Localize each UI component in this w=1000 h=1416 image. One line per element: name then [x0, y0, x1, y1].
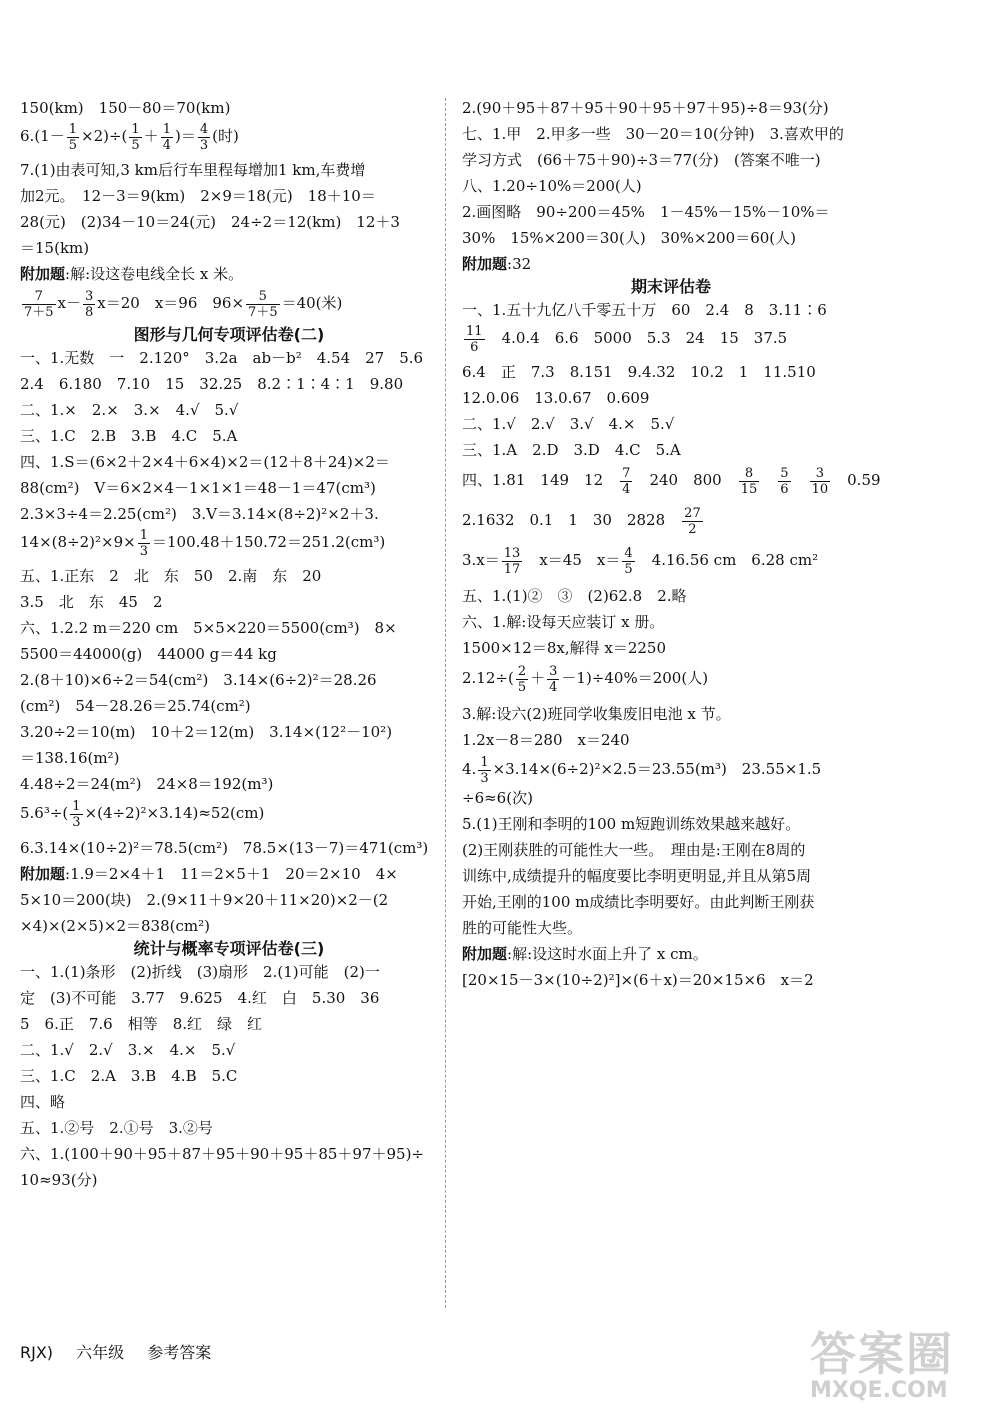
answer-line: 六、1.2.2 m＝220 cm 5×5×220＝5500(cm³) 8× — [20, 619, 397, 637]
answer-line: (2)王刚获胜的可能性大一些。 理由是:王刚在8周的 — [462, 841, 806, 859]
answer-line: 7.(1)由表可知,3 km后行车里程每增加1 km,车费增 — [20, 161, 366, 179]
answer-line: 训练中,成绩提升的幅度要比李明更明显,并且从第5周 — [462, 867, 812, 885]
fraction: $\frac{8}{15}$ — [740, 465, 758, 497]
bonus-line: 附加题:32 — [462, 255, 532, 273]
answer-line: 二、1.√ 2.√ 3.× 4.× 5.√ — [20, 1041, 236, 1059]
answer-line: 6.3.14×(10÷2)²＝78.5(cm²) 78.5×(13－7)＝471(cm³) — [20, 839, 429, 857]
fraction: $\frac{7}{4}$ — [622, 465, 631, 497]
answer-line-fraction: 2.1632 0.1 1 30 2828 $\frac{27}{2}$ — [462, 505, 701, 537]
answer-line: 四、略 — [20, 1093, 66, 1111]
section-heading: 期末评估卷 — [630, 277, 711, 296]
answer-line: 二、1.√ 2.√ 3.√ 4.× 5.√ — [462, 415, 675, 433]
left-column — [20, 98, 438, 1190]
answer-line: ×4)×(2×5)×2＝838(cm²) — [20, 917, 210, 935]
answer-line: 加2元。 12－3＝9(km) 2×9＝18(元) 18＋10＝ — [20, 187, 376, 205]
answer-line: 定 (3)不可能 3.77 9.625 4.红 白 5.30 36 — [20, 989, 380, 1007]
answer-line: 一、1.(1)条形 (2)折线 (3)扇形 2.(1)可能 (2)一 — [20, 963, 380, 981]
answer-line: 二、1.× 2.× 3.× 4.√ 5.√ — [20, 401, 239, 419]
answer-line: 28(元) (2)34－10＝24(元) 24÷2＝12(km) 12＋3 — [20, 213, 400, 231]
answer-line: 1.2x－8＝280 x＝240 — [462, 731, 630, 749]
answer-line: ＝138.16(m²) — [20, 749, 120, 767]
answer-line: 学习方式 (66＋75＋90)÷3＝77(分) (答案不唯一) — [462, 151, 821, 169]
answer-line-fraction: 3.x＝ $\frac{13}{17}$ x＝45 x＝ $\frac{4}{5}$ 4.16.56 cm 6.28 cm² — [462, 545, 819, 577]
bonus-line: 附加题:解:设这卷电线全长 x 米。 — [20, 265, 244, 283]
answer-line: 5 6.正 7.6 相等 8.红 绿 红 — [20, 1015, 263, 1033]
answer-line: 三、1.C 2.A 3.B 4.B 5.C — [20, 1067, 238, 1085]
answer-line: [20×15－3×(10÷2)²]×(6＋x)＝20×15×6 x＝2 — [462, 971, 814, 989]
answer-line: 12.0.06 13.0.67 0.609 — [462, 389, 650, 407]
bonus-line: 附加题:1.9＝2×4＋1 11＝2×5＋1 20＝2×10 4× — [20, 865, 398, 883]
answer-line: 2.4 6.180 7.10 15 32.25 8.2∶1∶4∶1 9.80 — [20, 375, 404, 393]
fraction: $\frac{1}{3}$ — [480, 754, 489, 786]
answer-line-fraction: 5.6³÷( $\frac{1}{3}$ ×(4÷2)²×3.14)≈52(cm) — [20, 798, 265, 830]
answer-line: 5.(1)王刚和李明的100 m短跑训练效果越来越好。 — [462, 815, 801, 833]
answer-line: 2.画图略 90÷200＝45% 1－45%－15%－10%＝ — [462, 203, 830, 221]
answer-line: 五、1.(1)② ③ (2)62.8 2.略 — [462, 587, 687, 605]
answer-key-label: 参考答案 — [147, 1343, 212, 1362]
fraction: $\frac{4}{3}$ — [199, 121, 209, 153]
right-column — [462, 98, 880, 990]
fraction: $\frac{13}{17}$ — [503, 545, 521, 577]
answer-line: 四、1.S＝(6×2＋2×4＋6×4)×2＝(12＋8＋24)×2＝ — [20, 453, 390, 471]
fraction: $\frac{3}{10}$ — [811, 465, 829, 497]
fraction: $\frac{3}{8}$ — [85, 288, 94, 320]
answer-line-fraction: 14×(8÷2)²×9× $\frac{1}{3}$ ＝100.48＋150.72＝251.2(cm³) — [20, 527, 386, 559]
fraction: $\frac{11}{6}$ — [466, 323, 483, 355]
answer-line: 三、1.C 2.B 3.B 4.C 5.A — [20, 427, 238, 445]
answer-line: 3.解:设六(2)班同学收集废旧电池 x 节。 — [462, 705, 731, 723]
column-divider — [445, 98, 446, 1308]
answer-line: 一、1.无数 一 2.120° 3.2a ab－b² 4.54 27 5.6 — [20, 349, 424, 367]
answer-line: 6.4 正 7.3 8.151 9.4.32 10.2 1 11.510 — [462, 363, 816, 381]
watermark-logo — [810, 1318, 985, 1410]
answer-line: 150(km) 150－80＝70(km) — [20, 99, 231, 117]
watermark-url: MXQE.COM — [810, 1378, 948, 1403]
answer-line: 七、1.甲 2.甲多一些 30－20＝10(分钟) 3.喜欢甲的 — [462, 125, 844, 143]
answer-line-fraction: $\frac{7}{7+5}$ x－ $\frac{3}{8}$ x＝20 x＝96 96× $\frac{5}{7+5}$ ＝40(米) — [24, 288, 343, 320]
answer-line: 开始,王刚的100 m成绩比李明要好。由此判断王刚获 — [462, 893, 815, 911]
answer-line-fraction: 四、1.81 149 12 $\frac{7}{4}$ 240 800 $\frac{8}{15}$ $\frac{5}{6}$ $\frac{3}{10}$ 0.59 — [462, 465, 881, 497]
fraction: $\frac{4}{5}$ — [624, 545, 633, 577]
edition-code: RJX) — [20, 1343, 54, 1362]
answer-line: 六、1.解:设每天应装订 x 册。 — [462, 613, 665, 631]
answer-line: 2.(8＋10)×6÷2＝54(cm²) 3.14×(6÷2)²＝28.26 — [20, 671, 377, 689]
answer-line: 30% 15%×200＝30(人) 30%×200＝60(人) — [462, 229, 796, 247]
answer-line: 3.20÷2＝10(m) 10＋2＝12(m) 3.14×(12²－10²) — [20, 723, 393, 741]
section-heading: 图形与几何专项评估卷(二) — [133, 325, 325, 344]
watermark-logo-text: 答案圈 — [810, 1327, 954, 1381]
answer-line: 胜的可能性大些。 — [462, 919, 583, 937]
answer-line: 4.48÷2＝24(m²) 24×8＝192(m³) — [20, 775, 274, 793]
answer-line-fraction: 2.12÷( $\frac{2}{5}$ ＋ $\frac{3}{4}$ －1)÷40%＝200(人) — [462, 663, 709, 695]
answer-line: ÷6≈6(次) — [462, 789, 533, 807]
answer-line: 八、1.20÷10%＝200(人) — [462, 177, 642, 195]
answer-line: 1500×12＝8x,解得 x＝2250 — [462, 639, 667, 657]
answer-line: 一、1.五十九亿八千零五十万 60 2.4 8 3.11∶6 — [462, 301, 827, 319]
fraction: $\frac{7}{7+5}$ — [24, 288, 54, 320]
answer-line: 2.(90＋95＋87＋95＋90＋95＋97＋95)÷8＝93(分) — [462, 99, 829, 117]
answer-line: 三、1.A 2.D 3.D 4.C 5.A — [462, 441, 681, 459]
answer-line: (cm²) 54－28.26＝25.74(cm²) — [20, 697, 251, 715]
fraction: $\frac{1}{5}$ — [131, 121, 140, 153]
answer-line: 2.3×3÷4＝2.25(cm²) 3.V＝3.14×(8÷2)²×2＋3. — [20, 505, 379, 523]
fraction: $\frac{1}{4}$ — [162, 121, 171, 153]
fraction: $\frac{3}{4}$ — [549, 663, 558, 695]
fraction: $\frac{5}{6}$ — [780, 465, 789, 497]
bonus-line: 附加题:解:设这时水面上升了 x cm。 — [462, 945, 708, 963]
fraction: $\frac{1}{3}$ — [72, 798, 81, 830]
answer-line-fraction: 6.(1－ $\frac{1}{5}$ ×2)÷( $\frac{1}{5}$ ＋ $\frac{1}{4}$ )＝ $\frac{4}{3}$ (时) — [20, 121, 239, 153]
fraction: $\frac{1}{3}$ — [139, 527, 148, 559]
fraction: $\frac{1}{5}$ — [68, 121, 77, 153]
answer-line: 五、1.正东 2 北 东 50 2.南 东 20 — [20, 567, 322, 585]
answer-line: 六、1.(100＋90＋95＋87＋95＋90＋95＋85＋97＋95)÷ — [20, 1145, 424, 1163]
answer-line: 五、1.②号 2.①号 3.②号 — [20, 1119, 213, 1137]
answer-line: 3.5 北 东 45 2 — [20, 593, 163, 611]
grade-label: 六年级 — [76, 1343, 125, 1362]
section-heading: 统计与概率专项评估卷(三) — [133, 939, 325, 958]
answer-line-fraction: $\frac{11}{6}$ 4.0.4 6.6 5000 5.3 24 15 37.5 — [466, 323, 788, 355]
page-footer — [20, 1340, 229, 1363]
answer-line: 5500＝44000(g) 44000 g＝44 kg — [20, 645, 277, 663]
answer-line: 10≈93(分) — [20, 1171, 98, 1189]
fraction: $\frac{2}{5}$ — [517, 663, 527, 695]
answer-line: ＝15(km) — [20, 239, 90, 257]
answer-line-fraction: 4. $\frac{1}{3}$ ×3.14×(6÷2)²×2.5＝23.55(m³) 23.55×1.5 — [462, 754, 822, 786]
answer-line: 88(cm²) V＝6×2×4－1×1×1＝48－1＝47(cm³) — [20, 479, 376, 497]
answer-line: 5×10＝200(块) 2.(9×11＋9×20＋11×20)×2－(2 — [20, 891, 389, 909]
fraction: $\frac{5}{7+5}$ — [248, 288, 278, 320]
fraction: $\frac{27}{2}$ — [684, 505, 701, 537]
